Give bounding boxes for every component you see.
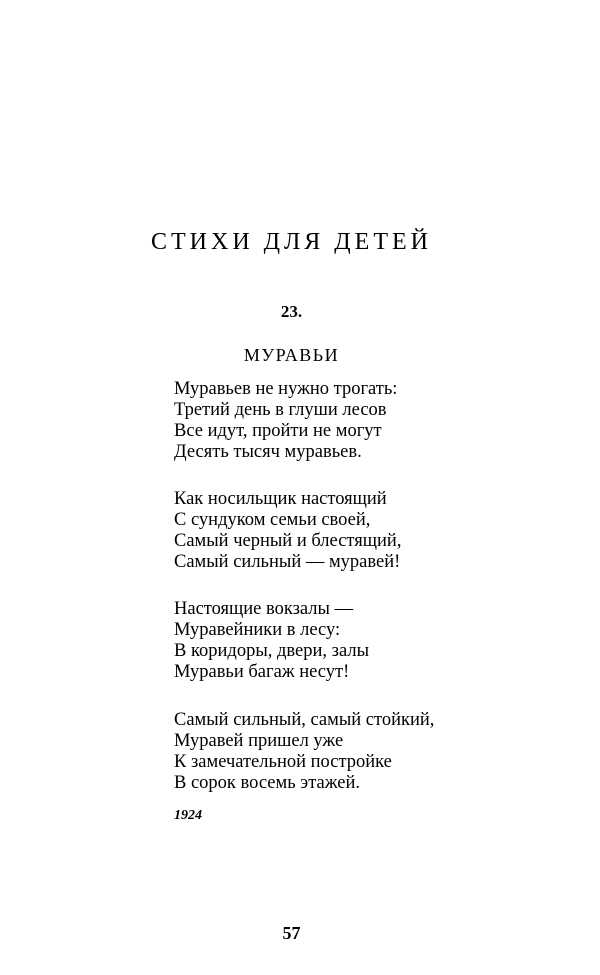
stanza-3 — [174, 599, 534, 683]
poem-line: Муравьи багаж несут! — [174, 662, 350, 682]
poem-line: Как носильщик настоящий — [174, 489, 387, 509]
page-number: 57 — [282, 923, 301, 943]
poem-year: 1924 — [174, 808, 202, 823]
poem-line: Настоящие вокзалы — — [174, 599, 354, 619]
poem-line: Десять тысяч муравьев. — [174, 442, 362, 462]
poem-line: Третий день в глуши лесов — [174, 400, 387, 420]
poem-number: 23. — [280, 302, 303, 321]
stanza-1 — [174, 379, 534, 463]
poem-line: Самый черный и блестящий, — [174, 531, 402, 551]
poem-line: Самый сильный, самый стойкий, — [174, 710, 435, 730]
poem-line: К замечательной постройке — [174, 752, 392, 772]
poem-line: Все идут, пройти не могут — [174, 421, 382, 441]
section-title: СТИХИ ДЛЯ ДЕТЕЙ — [150, 229, 432, 255]
poem-line: Самый сильный — муравей! — [174, 552, 401, 572]
poem-line: В сорок восемь этажей. — [174, 773, 361, 793]
poem-line: Муравьев не нужно трогать: — [174, 379, 398, 399]
stanza-4 — [174, 710, 534, 794]
poem-line: В коридоры, двери, залы — [174, 641, 369, 661]
stanza-2 — [174, 489, 534, 573]
poem-line: Муравейники в лесу: — [174, 620, 341, 640]
poem-title: МУРАВЬИ — [243, 345, 340, 365]
poem-line: Муравей пришел уже — [174, 731, 344, 751]
poem-line: С сундуком семьи своей, — [174, 510, 371, 530]
